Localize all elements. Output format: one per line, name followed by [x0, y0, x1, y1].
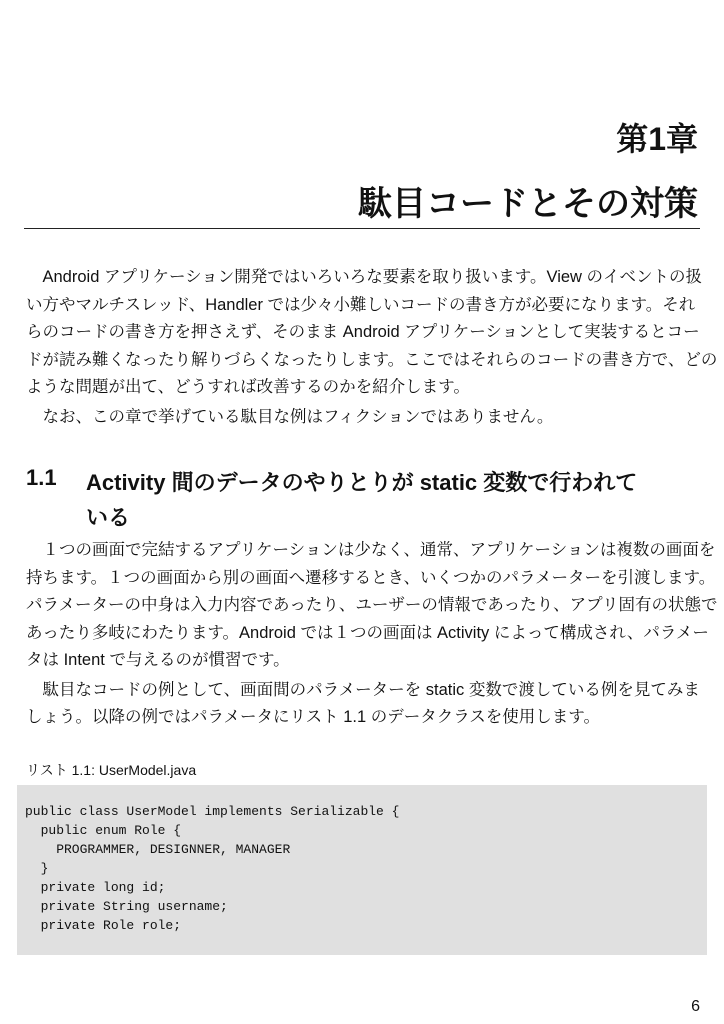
text-line: なお、この章で挙げている駄目な例はフィクションではありません。 — [26, 407, 554, 426]
section-title-line2: いる — [86, 505, 131, 530]
listing-caption: リスト 1.1: UserModel.java — [26, 762, 197, 778]
text-line: １つの画面で完結するアプリケーションは少なく、通常、アプリケーションは複数の画面を — [26, 541, 716, 559]
text-line: 駄目なコードの例として、画面間のパラメーターを static 変数で渡している例を見てみま — [26, 680, 700, 699]
text-line: しょう。以降の例ではパラメータにリスト 1.1 のデータクラスを使用します。 — [26, 708, 600, 726]
chapter-divider — [24, 228, 700, 229]
page-number: 6 — [691, 998, 700, 1015]
text-line: パラメーターの中身は入力内容であったり、ユーザーの情報であったり、アプリ固有の状態で — [26, 596, 718, 614]
intro-paragraph — [26, 264, 718, 431]
text-line: ような問題が出て、どうすれば改善するのかを紹介します。 — [26, 378, 470, 396]
text-line: い方やマルチスレッド、Handler では少々小難しいコードの書き方が必要になります。それ — [26, 295, 696, 314]
code-text: public class UserModel implements Serializable { public enum Role { PROGRAMMER, DESIGNNER, MANAGER } private long id; private String username; private Role role; — [25, 804, 400, 933]
section-paragraph — [26, 537, 718, 732]
text-line: らのコードの書き方を押さえず、そのまま Android アプリケーションとして実装するとコー — [26, 323, 700, 341]
text-line: Android アプリケーション開発ではいろいろな要素を取り扱います。View のイベントの扱 — [26, 268, 703, 286]
code-listing — [17, 785, 707, 955]
section-title-line1: Activity 間のデータのやりとりが static 変数で行われて — [86, 470, 638, 495]
text-line: 持ちます。１つの画面から別の画面へ遷移するとき、いくつかのパラメーターを引渡します。 — [26, 568, 716, 587]
chapter-number: 第1章 — [616, 121, 698, 157]
text-line: あったり多岐にわたります。Android では１つの画面は Activity によって構成され、パラメー — [26, 623, 709, 642]
chapter-title: 駄目コードとその対策 — [358, 185, 698, 223]
text-line: タは Intent で与えるのが慣習です。 — [26, 651, 290, 669]
section-number: 1.1 — [26, 465, 57, 490]
text-line: ドが読み難くなったり解りづらくなったりします。ここではそれらのコードの書き方で、どの — [26, 350, 718, 369]
